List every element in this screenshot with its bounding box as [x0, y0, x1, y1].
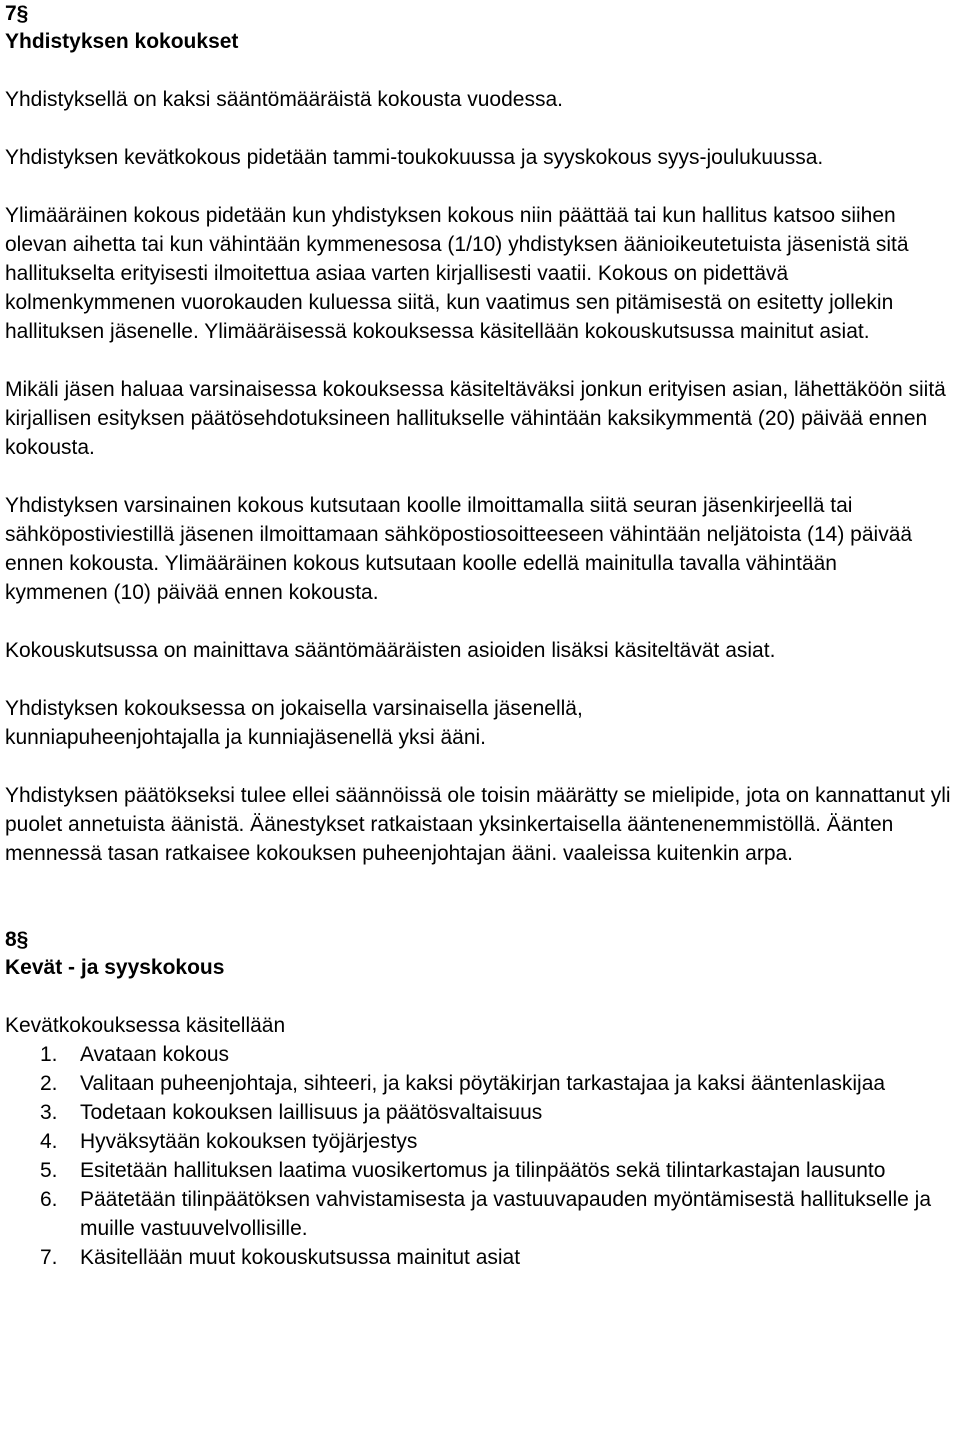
list-item: 4. Hyväksytään kokouksen työjärjestys: [40, 1130, 418, 1153]
section-7: [5, 0, 960, 868]
section-title: Kevät - ja syyskokous: [5, 956, 225, 979]
paragraph: Yhdistyksen kokouksessa on jokaisella varsinaisella jäsenellä, kunniapuheenjohtajalla ja kunniajäsenellä yksi ääni.: [5, 697, 583, 749]
paragraph: Kokouskutsussa on mainittava sääntömääräisten asioiden lisäksi käsiteltävät asiat.: [5, 639, 776, 662]
paragraph: Yhdistyksen varsinainen kokous kutsutaan koolle ilmoittamalla siitä seuran jäsenkirjeellä tai sähköpostiviestillä jäsenen ilmoittamaan sähköpostiosoitteeseen vähintään neljätoista (14) päivää ennen kokousta. Ylimääräinen kokous kutsutaan koolle edellä mainitulla tavalla vähintään kymmenen (10) päivää ennen kokousta.: [5, 494, 913, 604]
list-item: 2. Valitaan puheenjohtaja, sihteeri, ja kaksi pöytäkirjan tarkastajaa ja kaksi ääntenlaskijaa: [40, 1072, 886, 1095]
list-item: 6. Päätetään tilinpäätöksen vahvistamisesta ja vastuuvapauden myöntämisestä hallitukselle ja muille vastuuvelvollisille.: [40, 1188, 931, 1240]
paragraph: Yhdistyksen päätökseksi tulee ellei säännöissä ole toisin määrätty se mielipide, jota on kannattanut yli puolet annetuista äänistä. Äänestykset ratkaistaan yksinkertaisella ääntenenemmistöllä. Äänten mennessä tasan ratkaisee kokouksen puheenjohtajan ääni. vaaleissa kuitenkin arpa.: [5, 784, 951, 865]
document-page: [5, 0, 960, 1272]
list-item: 3. Todetaan kokouksen laillisuus ja päätösvaltaisuus: [40, 1101, 543, 1124]
section-number: 8§: [5, 928, 29, 951]
agenda-list: [5, 1040, 960, 1272]
section-title: Yhdistyksen kokoukset: [5, 30, 239, 53]
paragraph: Yhdistyksen kevätkokous pidetään tammi-toukokuussa ja syyskokous syys-joulukuussa.: [5, 146, 824, 169]
list-item: 1. Avataan kokous: [40, 1043, 230, 1066]
paragraph: Ylimääräinen kokous pidetään kun yhdistyksen kokous niin päättää tai kun hallitus katsoo siihen olevan aihetta tai kun vähintään kymmenesosa (1/10) yhdistyksen äänioikeutetuista jäsenistä sitä hallitukselta erityisesti ilmoitettua asiaa varten kirjallisesti vaatii. Kokous on pidettävä kolmenkymmenen vuorokauden kuluessa siitä, kun vaatimus sen pitämisestä on esitetty jollekin hallituksen jäsenelle. Ylimääräisessä kokouksessa käsitellään kokouskutsussa mainitut asiat.: [5, 204, 909, 343]
paragraph: Yhdistyksellä on kaksi sääntömääräistä kokousta vuodessa.: [5, 88, 563, 111]
list-item: 5. Esitetään hallituksen laatima vuosikertomus ja tilinpäätös sekä tilintarkastajan lausunto: [40, 1159, 886, 1182]
section-number: 7§: [5, 2, 29, 25]
section-8: [5, 926, 960, 1272]
paragraph: Mikäli jäsen haluaa varsinaisessa kokouksessa käsiteltäväksi jonkun erityisen asian, lähettäköön siitä kirjallisen esityksen päätösehdotuksineen hallitukselle vähintään kaksikymmentä (20) päivää ennen kokousta.: [5, 378, 946, 459]
list-intro: Kevätkokouksessa käsitellään: [5, 1014, 286, 1037]
list-item: 7. Käsitellään muut kokouskutsussa mainitut asiat: [40, 1246, 521, 1269]
